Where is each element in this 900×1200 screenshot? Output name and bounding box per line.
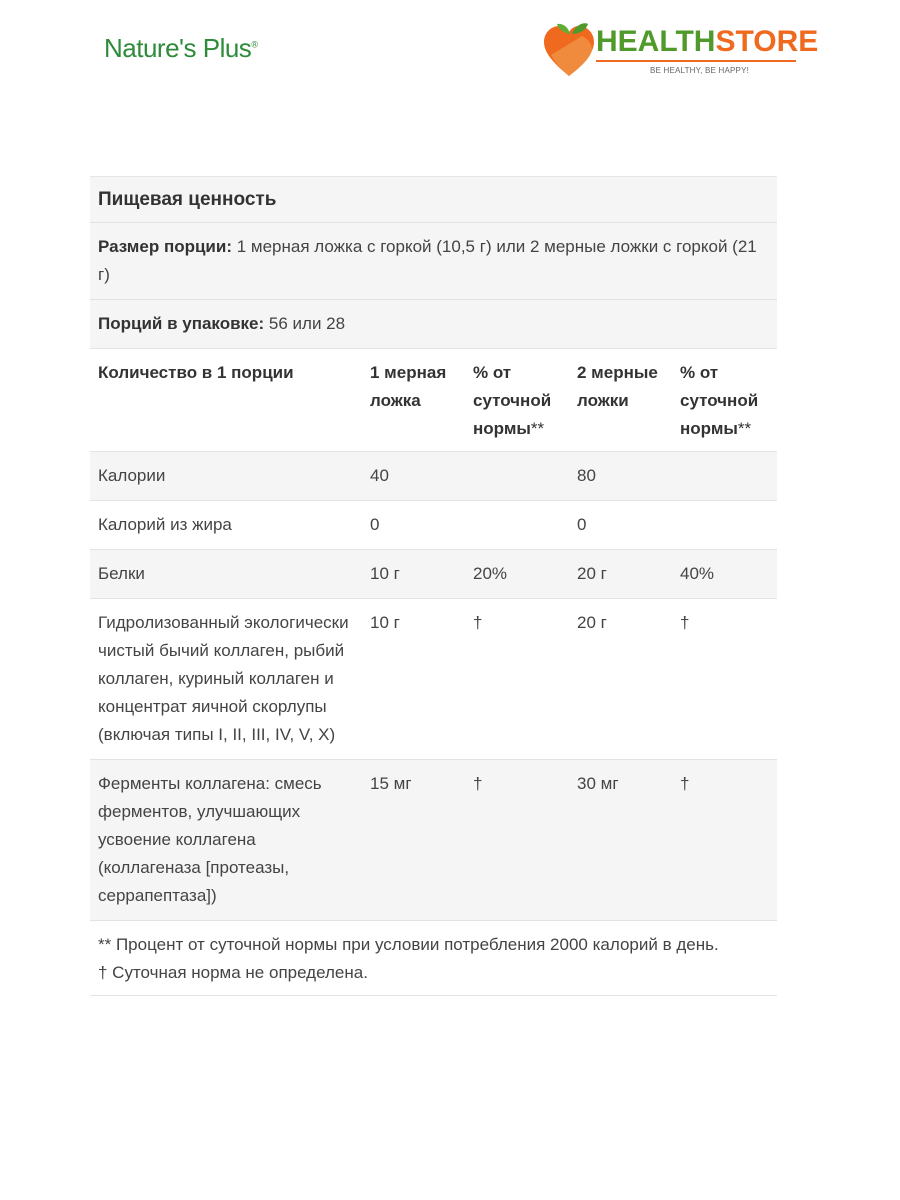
- natures-plus-reg-mark: ®: [251, 39, 258, 50]
- footnote-daily-value: ** Процент от суточной нормы при условии потребления 2000 калорий в день.: [98, 935, 719, 954]
- heart-carrot-icon: [542, 22, 596, 80]
- header-dv-one-note: **: [530, 419, 545, 438]
- health-store-logo: [542, 22, 819, 82]
- nutrient-value-two: 20 г: [577, 564, 607, 583]
- nutrient-dv-one: 20%: [473, 564, 508, 583]
- nutrient-dv-one: [467, 462, 571, 490]
- servings-per-container-value: 56 или 28: [264, 314, 346, 333]
- nutrient-value-two: 0: [577, 515, 587, 534]
- health-store-store: STORE: [715, 25, 819, 58]
- footnotes: [90, 921, 777, 996]
- nutrient-dv-one: †: [473, 774, 483, 793]
- servings-per-container-label: Порций в упаковке:: [98, 314, 265, 333]
- nutrient-dv-two: [674, 511, 777, 539]
- nutrient-value-one: 10 г: [370, 564, 400, 583]
- serving-size-row: [90, 223, 777, 300]
- nutrient-value-one: 10 г: [370, 613, 400, 632]
- nutrient-name: Белки: [98, 564, 145, 583]
- header: [0, 0, 900, 100]
- header-one-scoop: 1 мерная ложка: [370, 363, 447, 410]
- nutrient-name: Ферменты коллагена: смесь ферментов, улучшающих усвоение коллагена (коллагеназа [протеазы, серрапептаза]): [98, 774, 322, 905]
- table-row: [90, 501, 777, 550]
- header-dv-two-text: % от суточной нормы: [680, 363, 759, 438]
- nutrient-name: Гидролизованный экологически чистый бычий коллаген, рыбий коллаген, куриный коллаген и концентрат яичной скорлупы (включая типы I, II, III, IV, V, X): [98, 613, 349, 744]
- nutrient-value-two: 20 г: [577, 613, 607, 632]
- nutrient-dv-one: †: [473, 613, 483, 632]
- health-store-tagline: BE HEALTHY, BE HAPPY!: [650, 66, 750, 75]
- nutrient-dv-one: [467, 511, 571, 539]
- health-store-name: [596, 26, 818, 58]
- natures-plus-name: Nature's Plus: [104, 33, 252, 63]
- nutrition-panel: [90, 176, 777, 996]
- nutrient-value-two: 80: [577, 466, 596, 485]
- header-dv-one: [467, 359, 571, 443]
- nutrient-dv-two: [674, 462, 777, 490]
- health-store-health: HEALTH: [596, 25, 716, 58]
- nutrient-dv-two: 40%: [680, 564, 715, 583]
- nutrient-value-one: 40: [370, 466, 389, 485]
- panel-title: Пищевая ценность: [90, 177, 777, 223]
- nutrient-value-one: 0: [370, 515, 380, 534]
- nutrient-dv-two: †: [680, 774, 690, 793]
- header-dv-one-text: % от суточной нормы: [473, 363, 552, 438]
- table-row: [90, 452, 777, 501]
- nutrient-name: Калории: [98, 466, 166, 485]
- nutrient-name: Калорий из жира: [98, 515, 232, 534]
- nutrient-dv-two: †: [680, 613, 690, 632]
- table-row: [90, 550, 777, 599]
- table-row: [90, 599, 777, 760]
- header-dv-two-note: **: [737, 419, 752, 438]
- header-dv-two: [674, 359, 777, 443]
- health-store-underline: [596, 60, 796, 62]
- nutrient-value-one: 15 мг: [370, 774, 412, 793]
- servings-per-container-row: [90, 300, 777, 349]
- serving-size-value: 1 мерная ложка с горкой (10,5 г) или 2 мерные ложки с горкой (21 г): [98, 237, 757, 284]
- nutrient-value-two: 30 мг: [577, 774, 619, 793]
- serving-size-label: Размер порции:: [98, 237, 232, 256]
- table-header-row: [90, 349, 777, 452]
- header-two-scoops: 2 мерные ложки: [577, 363, 658, 410]
- natures-plus-logo: [104, 33, 257, 64]
- footnote-not-established: † Суточная норма не определена.: [98, 963, 368, 982]
- header-amount: Количество в 1 порции: [98, 363, 294, 382]
- table-row: [90, 760, 777, 921]
